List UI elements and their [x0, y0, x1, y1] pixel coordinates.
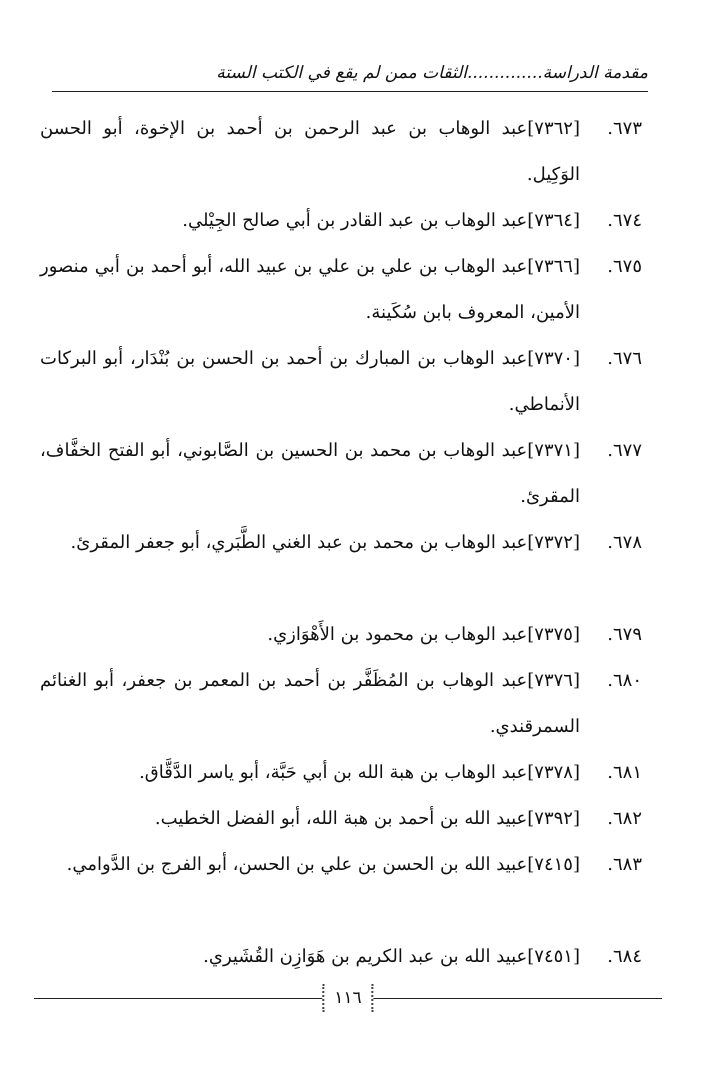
entry-reference: [٧٣٧٨]	[527, 762, 580, 783]
entry-body	[40, 244, 580, 336]
entry-text: عبيد الله بن عبد الكريم بن هَوَازِن القُشَيري.	[203, 946, 528, 967]
entry-reference: [٧٣٧٦]	[527, 670, 580, 691]
entry-text: عبد الوهاب بن المُظَفَّر بن أحمد بن المعمر بن جعفر، أبو الغنائم السمرقندي.	[40, 670, 580, 737]
list-item	[40, 796, 642, 842]
entry-body	[40, 520, 580, 566]
entry-text: عبد الوهاب بن المبارك بن أحمد بن الحسن بن بُنْدَار، أبو البركات الأنماطي.	[40, 348, 580, 415]
entry-text: عبد الوهاب بن علي بن علي بن عبيد الله، أبو أحمد بن أبي منصور الأمين، المعروف بابن سُكَينة.	[40, 256, 580, 323]
entry-text: عبيد الله بن أحمد بن هبة الله، أبو الفضل الخطيب.	[154, 808, 528, 829]
entry-number: ٦٨٤.	[607, 946, 642, 967]
entry-body	[40, 336, 580, 428]
entry-body	[40, 750, 580, 796]
list-item	[40, 612, 642, 658]
entry-text: عبيد الله بن الحسن بن علي بن الحسن، أبو الفرج بن الدَّوامي.	[66, 854, 528, 875]
list-item	[40, 520, 642, 612]
entry-number: ٦٧٥.	[607, 256, 642, 277]
entry-text: عبد الوهاب بن عبد القادر بن أبي صالح الجِيْلي.	[182, 210, 528, 231]
entry-reference: [٧٤٥١]	[527, 946, 580, 967]
entry-number: ٦٧٩.	[607, 624, 642, 645]
entry-number: ٦٧٣.	[607, 118, 642, 139]
list-item	[40, 198, 642, 244]
entry-text: عبد الوهاب بن محمد بن الحسين بن الصَّابوني، أبو الفتح الخفَّاف، المقرئ.	[40, 440, 580, 507]
entry-reference: [٧٣٧٢]	[527, 532, 580, 553]
entry-reference: [٧٣٧٥]	[527, 624, 580, 645]
entry-body	[40, 612, 580, 658]
page-footer	[34, 980, 662, 1020]
entry-body	[40, 934, 580, 980]
entry-reference: [٧٣٧١]	[527, 440, 580, 461]
running-header-text: مقدمة الدراسة..............الثقات ممن لم يقع في الكتب الستة	[216, 63, 648, 83]
entry-body	[40, 842, 580, 888]
entry-text: عبد الوهاب بن محمود بن الأَهْوَازي.	[267, 624, 528, 645]
entry-number: ٦٨١.	[607, 762, 642, 783]
entry-body	[40, 198, 580, 244]
entry-reference: [٧٣٩٢]	[527, 808, 580, 829]
list-item	[40, 842, 642, 934]
list-item	[40, 428, 642, 520]
entry-number: ٦٨٢.	[607, 808, 642, 829]
entry-text: عبد الوهاب بن عبد الرحمن بن أحمد بن الإخوة، أبو الحسن الوَكِيل.	[40, 118, 580, 185]
entry-text: عبد الوهاب بن محمد بن عبد الغني الطَّبَري، أبو جعفر المقرئ.	[70, 532, 528, 553]
entry-number: ٦٨٣.	[607, 854, 642, 875]
entry-reference: [٧٣٦٦]	[527, 256, 580, 277]
header-rule	[52, 91, 648, 92]
entry-body	[40, 658, 580, 750]
entry-reference: [٧٣٦٢]	[527, 118, 580, 139]
entry-body	[40, 796, 580, 842]
entry-body	[40, 106, 580, 198]
entry-text: عبد الوهاب بن هبة الله بن أبي حَبَّة، أبو ياسر الدَّقَّاق.	[139, 762, 528, 783]
entry-reference: [٧٤١٥]	[527, 854, 580, 875]
list-item	[40, 934, 642, 980]
entry-number: ٦٧٤.	[607, 210, 642, 231]
entry-reference: [٧٣٧٠]	[527, 348, 580, 369]
list-item	[40, 658, 642, 750]
entry-number: ٦٧٨.	[607, 532, 642, 553]
entry-body	[40, 428, 580, 520]
entry-number: ٦٧٦.	[607, 348, 642, 369]
entry-list	[40, 106, 642, 980]
entry-number: ٦٧٧.	[607, 440, 642, 461]
entry-number: ٦٨٠.	[607, 670, 642, 691]
running-header	[52, 58, 648, 94]
entry-reference: [٧٣٦٤]	[527, 210, 580, 231]
list-item	[40, 106, 642, 198]
page-number: ١١٦	[322, 984, 373, 1012]
list-item	[40, 750, 642, 796]
list-item	[40, 244, 642, 336]
list-item	[40, 336, 642, 428]
